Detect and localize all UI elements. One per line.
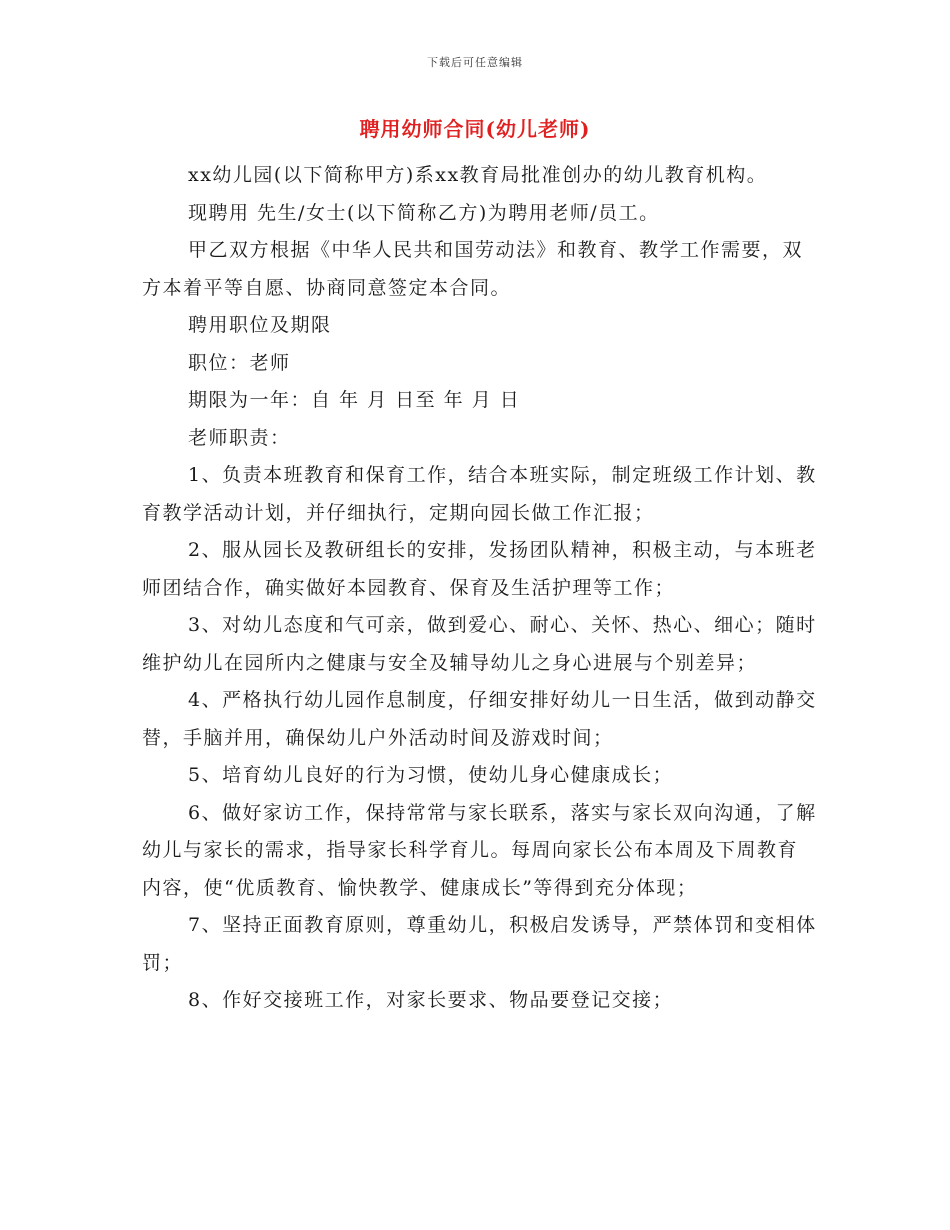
duty-item-1: 1、负责本班教育和保育工作，结合本班实际，制定班级工作计划、教育教学活动计划，并仔细执行，定期向园长做工作汇报； bbox=[142, 464, 817, 524]
paragraph-intro: xx幼儿园(以下简称甲方)系xx教育局批准创办的幼儿教育机构。 bbox=[188, 164, 768, 186]
page-header-note: 下载后可任意编辑 bbox=[427, 56, 523, 69]
duty-item-8: 8、作好交接班工作，对家长要求、物品要登记交接； bbox=[188, 989, 674, 1011]
duty-item-4: 4、严格执行幼儿园作息制度，仔细安排好幼儿一日生活，做到动静交替，手脑并用，确保幼儿户外活动时间及游戏时间； bbox=[142, 689, 817, 749]
section-heading-position: 聘用职位及期限 bbox=[188, 314, 332, 336]
section-heading-duties: 老师职责： bbox=[188, 426, 291, 449]
document-title: 聘用幼师合同(幼儿老师) bbox=[359, 117, 591, 141]
paragraph-hire: 现聘用 先生/女士(以下简称乙方)为聘用老师/员工。 bbox=[188, 201, 660, 224]
duty-item-7: 7、坚持正面教育原则，尊重幼儿，积极启发诱导，严禁体罚和变相体罚； bbox=[142, 914, 817, 974]
paragraph-term: 期限为一年：自 年 月 日至 年 月 日 bbox=[188, 389, 521, 411]
duty-item-6: 6、做好家访工作，保持常常与家长联系，落实与家长双向沟通，了解幼儿与家长的需求，指导家长科学育儿。每周向家长公布本周及下周教育内容，使“优质教育、愉快教学、健康成长”等得到充分体现； bbox=[142, 801, 817, 899]
duty-item-2: 2、服从园长及教研组长的安排，发扬团队精神，积极主动，与本班老师团结合作，确实做好本园教育、保育及生活护理等工作； bbox=[142, 539, 817, 599]
paragraph-basis: 甲乙双方根据《中华人民共和国劳动法》和教育、教学工作需要，双方本着平等自愿、协商同意签定本合同。 bbox=[142, 239, 804, 299]
duty-item-3: 3、对幼儿态度和气可亲，做到爱心、耐心、关怀、热心、细心；随时维护幼儿在园所内之健康与安全及辅导幼儿之身心进展与个别差异； bbox=[142, 614, 817, 674]
paragraph-position: 职位：老师 bbox=[188, 351, 291, 374]
duty-item-5: 5、培育幼儿良好的行为习惯，使幼儿身心健康成长； bbox=[188, 764, 674, 786]
document-body bbox=[142, 157, 818, 1020]
